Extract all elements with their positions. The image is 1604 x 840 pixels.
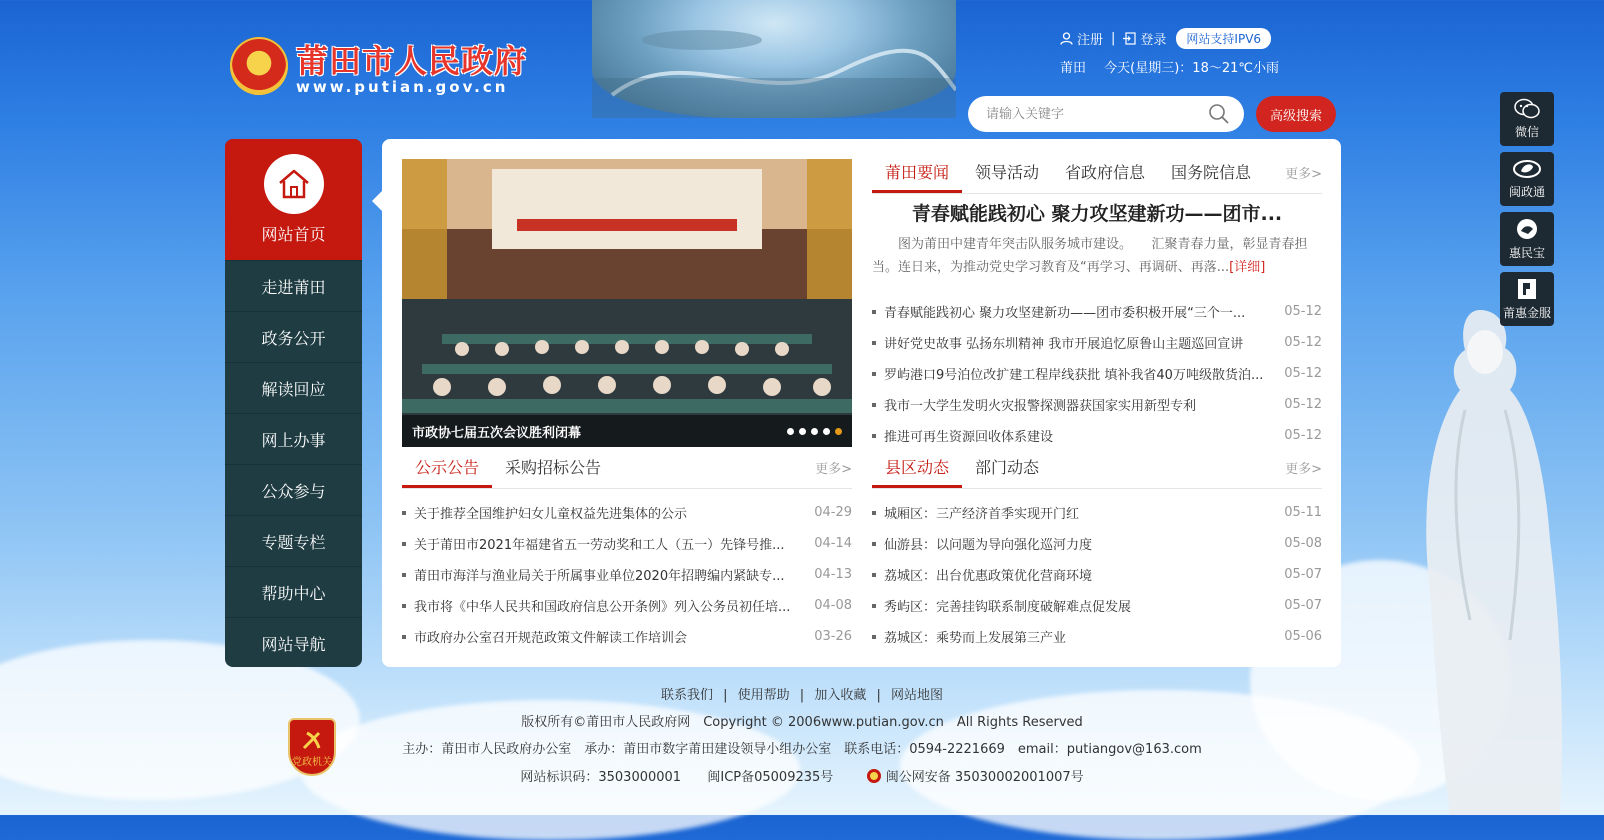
list-item-date: 05-12 — [1284, 366, 1322, 381]
list-item-date: 05-12 — [1284, 335, 1322, 350]
list-item-title: 城厢区：三产经济首季实现开门红 — [884, 507, 1080, 522]
list-item-date: 04-13 — [814, 567, 852, 582]
list-item-title: 罗屿港口9号泊位改扩建工程岸线获批 填补我省40万吨级散货泊... — [884, 368, 1264, 383]
nav-item[interactable]: 走进莆田 — [225, 260, 362, 311]
nav-item[interactable]: 政务公开 — [225, 311, 362, 362]
news-headline[interactable]: 青春赋能践初心 聚力攻坚建新功——团市... — [911, 203, 1283, 225]
list-item-title: 推进可再生资源回收体系建设 — [884, 430, 1054, 445]
user-icon — [1060, 32, 1073, 45]
list-item-title: 莆田市海洋与渔业局关于所属事业单位2020年招聘编内紧缺专... — [414, 569, 785, 584]
bullet — [872, 604, 876, 608]
news-more-link[interactable]: 更多> — [1285, 167, 1322, 182]
bullet — [872, 341, 876, 345]
bullet — [872, 635, 876, 639]
content-panel — [382, 139, 1341, 667]
site-title: 莆田市人民政府 — [296, 42, 528, 80]
news-tab[interactable]: 国务院信息 — [1171, 163, 1252, 182]
bullet — [402, 604, 406, 608]
list-item[interactable] — [402, 621, 852, 652]
nav-home-label: 网站首页 — [261, 225, 326, 244]
floating-service-bar — [1500, 92, 1554, 332]
nav-home[interactable] — [225, 139, 362, 260]
news-tab[interactable]: 领导活动 — [975, 163, 1040, 182]
bullet — [402, 511, 406, 515]
list-item-date: 04-29 — [814, 505, 852, 520]
county-more-link[interactable]: 更多> — [1285, 462, 1322, 477]
mazu-statue-image — [1410, 290, 1570, 815]
notice-list — [402, 497, 852, 652]
list-item-title: 关于莆田市2021年福建省五一劳动奖和工人（五一）先锋号推... — [414, 538, 785, 553]
bullet — [402, 635, 406, 639]
bullet — [872, 511, 876, 515]
weather-text: 今天(星期三)：18～21℃小雨 — [1104, 61, 1279, 76]
slider-dot[interactable] — [835, 428, 842, 435]
list-item[interactable] — [402, 497, 852, 528]
wechat-button[interactable]: 微信 — [1500, 92, 1554, 146]
list-item-date: 04-14 — [814, 536, 852, 551]
puhuijinfu-icon — [1515, 277, 1539, 301]
news-list — [872, 296, 1322, 451]
city-name: 莆田 — [1060, 61, 1087, 76]
police-badge-icon — [866, 768, 882, 784]
minzhengtong-button[interactable]: 闽政通 — [1500, 152, 1554, 206]
nav-item[interactable]: 公众参与 — [225, 464, 362, 515]
county-list — [872, 497, 1322, 652]
footer-link[interactable]: 加入收藏 — [814, 688, 867, 703]
bullet — [872, 573, 876, 577]
login-link[interactable]: 登录 — [1123, 29, 1166, 48]
party-government-badge[interactable]: 党政机关 — [288, 718, 336, 776]
separator: | — [1111, 31, 1116, 46]
main-nav — [225, 139, 362, 667]
list-item-date: 05-12 — [1284, 304, 1322, 319]
footer-records — [0, 766, 1604, 785]
nav-item[interactable]: 网上办事 — [225, 413, 362, 464]
slider-dot[interactable] — [799, 428, 806, 435]
list-item[interactable] — [402, 590, 852, 621]
police-record-link[interactable]: 闽公网安备 35030002001007号 — [885, 770, 1084, 785]
ipv6-badge: 网站支持IPV6 — [1176, 28, 1271, 49]
national-emblem-icon — [230, 37, 288, 95]
list-item[interactable] — [872, 358, 1322, 389]
detail-link[interactable]: [详细] — [1229, 260, 1266, 275]
user-bar — [1060, 28, 1271, 49]
news-slider[interactable] — [402, 159, 852, 447]
icp-link[interactable]: 闽ICP备05009235号 — [707, 770, 834, 785]
separator: | — [872, 688, 885, 703]
list-item-date: 05-08 — [1284, 536, 1322, 551]
slider-caption: 市政协七届五次会议胜利闭幕 — [402, 415, 852, 447]
slider-dots — [787, 428, 842, 435]
home-icon-circle — [264, 154, 324, 214]
list-item[interactable] — [402, 559, 852, 590]
bullet — [402, 573, 406, 577]
list-item-title: 市政府办公室召开规范政策文件解读工作培训会 — [414, 631, 688, 646]
footer-host: 主办：莆田市人民政府办公室 承办：莆田市数字莆田建设领导小组办公室 联系电话：0594-2221669 email：putiangov@163.com — [402, 742, 1202, 757]
news-tab[interactable]: 省政府信息 — [1065, 163, 1146, 182]
search-box — [968, 96, 1244, 132]
notice-tab[interactable]: 采购招标公告 — [505, 458, 602, 477]
weather-info — [1060, 57, 1293, 76]
list-item[interactable] — [872, 528, 1322, 559]
list-item-date: 03-26 — [814, 629, 852, 644]
news-tabs — [872, 153, 1322, 194]
list-item-date: 05-12 — [1284, 428, 1322, 443]
separator: | — [795, 688, 809, 703]
list-item[interactable] — [872, 621, 1322, 652]
site-id: 网站标识码：3503000001 — [520, 770, 682, 785]
river-landscape-image — [592, 0, 956, 118]
home-icon — [277, 168, 311, 200]
register-link[interactable]: 注册 — [1060, 29, 1103, 48]
list-item[interactable] — [872, 559, 1322, 590]
bullet — [872, 542, 876, 546]
footer-link[interactable]: 网站地图 — [891, 688, 944, 703]
login-icon — [1123, 32, 1136, 45]
puhuijinfu-button[interactable]: 莆惠金服 — [1500, 272, 1554, 326]
list-item-title: 荔城区：乘势而上发展第三产业 — [884, 631, 1067, 646]
list-item-date: 04-08 — [814, 598, 852, 613]
list-item-title: 秀屿区：完善挂钩联系制度破解难点促发展 — [884, 600, 1132, 615]
nav-item[interactable]: 解读回应 — [225, 362, 362, 413]
footer-link[interactable]: 联系我们 — [660, 688, 713, 703]
list-item-date: 05-07 — [1284, 567, 1322, 582]
site-logo[interactable] — [230, 36, 527, 96]
bullet — [402, 542, 406, 546]
slider-dot[interactable] — [787, 428, 794, 435]
list-item[interactable] — [872, 497, 1322, 528]
bullet — [872, 403, 876, 407]
party-emblem-icon — [299, 728, 325, 754]
list-item[interactable] — [872, 420, 1322, 451]
bullet — [872, 434, 876, 438]
slider-photo — [402, 159, 852, 447]
notice-more-link[interactable]: 更多> — [815, 462, 852, 477]
banner-photo — [592, 0, 956, 118]
slider-dot[interactable] — [823, 428, 830, 435]
list-item-title: 青春赋能践初心 聚力攻坚建新功——团市委积极开展“三个一... — [884, 306, 1246, 321]
footer-link[interactable]: 使用帮助 — [737, 688, 790, 703]
minzhengtong-icon — [1512, 158, 1542, 180]
county-tab[interactable]: 县区动态 — [872, 448, 962, 488]
list-item-date: 05-12 — [1284, 397, 1322, 412]
county-tab[interactable]: 部门动态 — [975, 458, 1040, 477]
list-item-date: 05-07 — [1284, 598, 1322, 613]
notice-tabs — [402, 448, 852, 489]
list-item[interactable] — [402, 528, 852, 559]
footer-copyright: 版权所有©莆田市人民政府网 Copyright © 2006www.putian.gov.cn All Rights Reserved — [521, 715, 1083, 730]
list-item-title: 讲好党史故事 弘扬东圳精神 我市开展追忆原鲁山主题巡回宣讲 — [884, 337, 1244, 352]
wechat-icon — [1514, 98, 1540, 120]
slider-dot[interactable] — [811, 428, 818, 435]
news-summary: 图为莆田中建青年突击队服务城市建设。 汇聚青春力量，彰显青春担当。连日来，为推动党史学习教育及“再学习、再调研、再落...[详细] — [872, 237, 1308, 275]
list-item-date: 05-06 — [1284, 629, 1322, 644]
bullet — [872, 372, 876, 376]
list-item-title: 荔城区：出台优惠政策优化营商环境 — [884, 569, 1093, 584]
list-item-title: 我市一大学生发明火灾报警探测器获国家实用新型专利 — [884, 399, 1197, 414]
nav-item[interactable]: 帮助中心 — [225, 566, 362, 617]
list-item[interactable] — [872, 389, 1322, 420]
news-tab[interactable]: 莆田要闻 — [872, 153, 962, 193]
list-item[interactable] — [872, 590, 1322, 621]
notice-tab[interactable]: 公示公告 — [402, 448, 492, 488]
site-url: www.putian.gov.cn — [296, 78, 509, 96]
huiminbao-icon — [1515, 217, 1539, 241]
nav-item[interactable]: 专题专栏 — [225, 515, 362, 566]
huiminbao-button[interactable]: 惠民宝 — [1500, 212, 1554, 266]
list-item[interactable] — [872, 327, 1322, 358]
search-icon[interactable] — [1208, 103, 1230, 125]
list-item[interactable] — [872, 296, 1322, 327]
bullet — [872, 310, 876, 314]
list-item-date: 05-11 — [1284, 505, 1322, 520]
list-item-title: 关于推荐全国维护妇女儿童权益先进集体的公示 — [414, 507, 688, 522]
search-input[interactable] — [984, 106, 1208, 123]
advanced-search-button[interactable]: 高级搜索 — [1256, 96, 1336, 132]
nav-item[interactable]: 网站导航 — [225, 617, 362, 667]
list-item-title: 仙游县：以问题为导向强化巡河力度 — [884, 538, 1093, 553]
separator: | — [719, 688, 732, 703]
list-item-title: 我市将《中华人民共和国政府信息公开条例》列入公务员初任培... — [414, 600, 791, 615]
county-tabs — [872, 448, 1322, 489]
footer-links — [0, 684, 1604, 703]
